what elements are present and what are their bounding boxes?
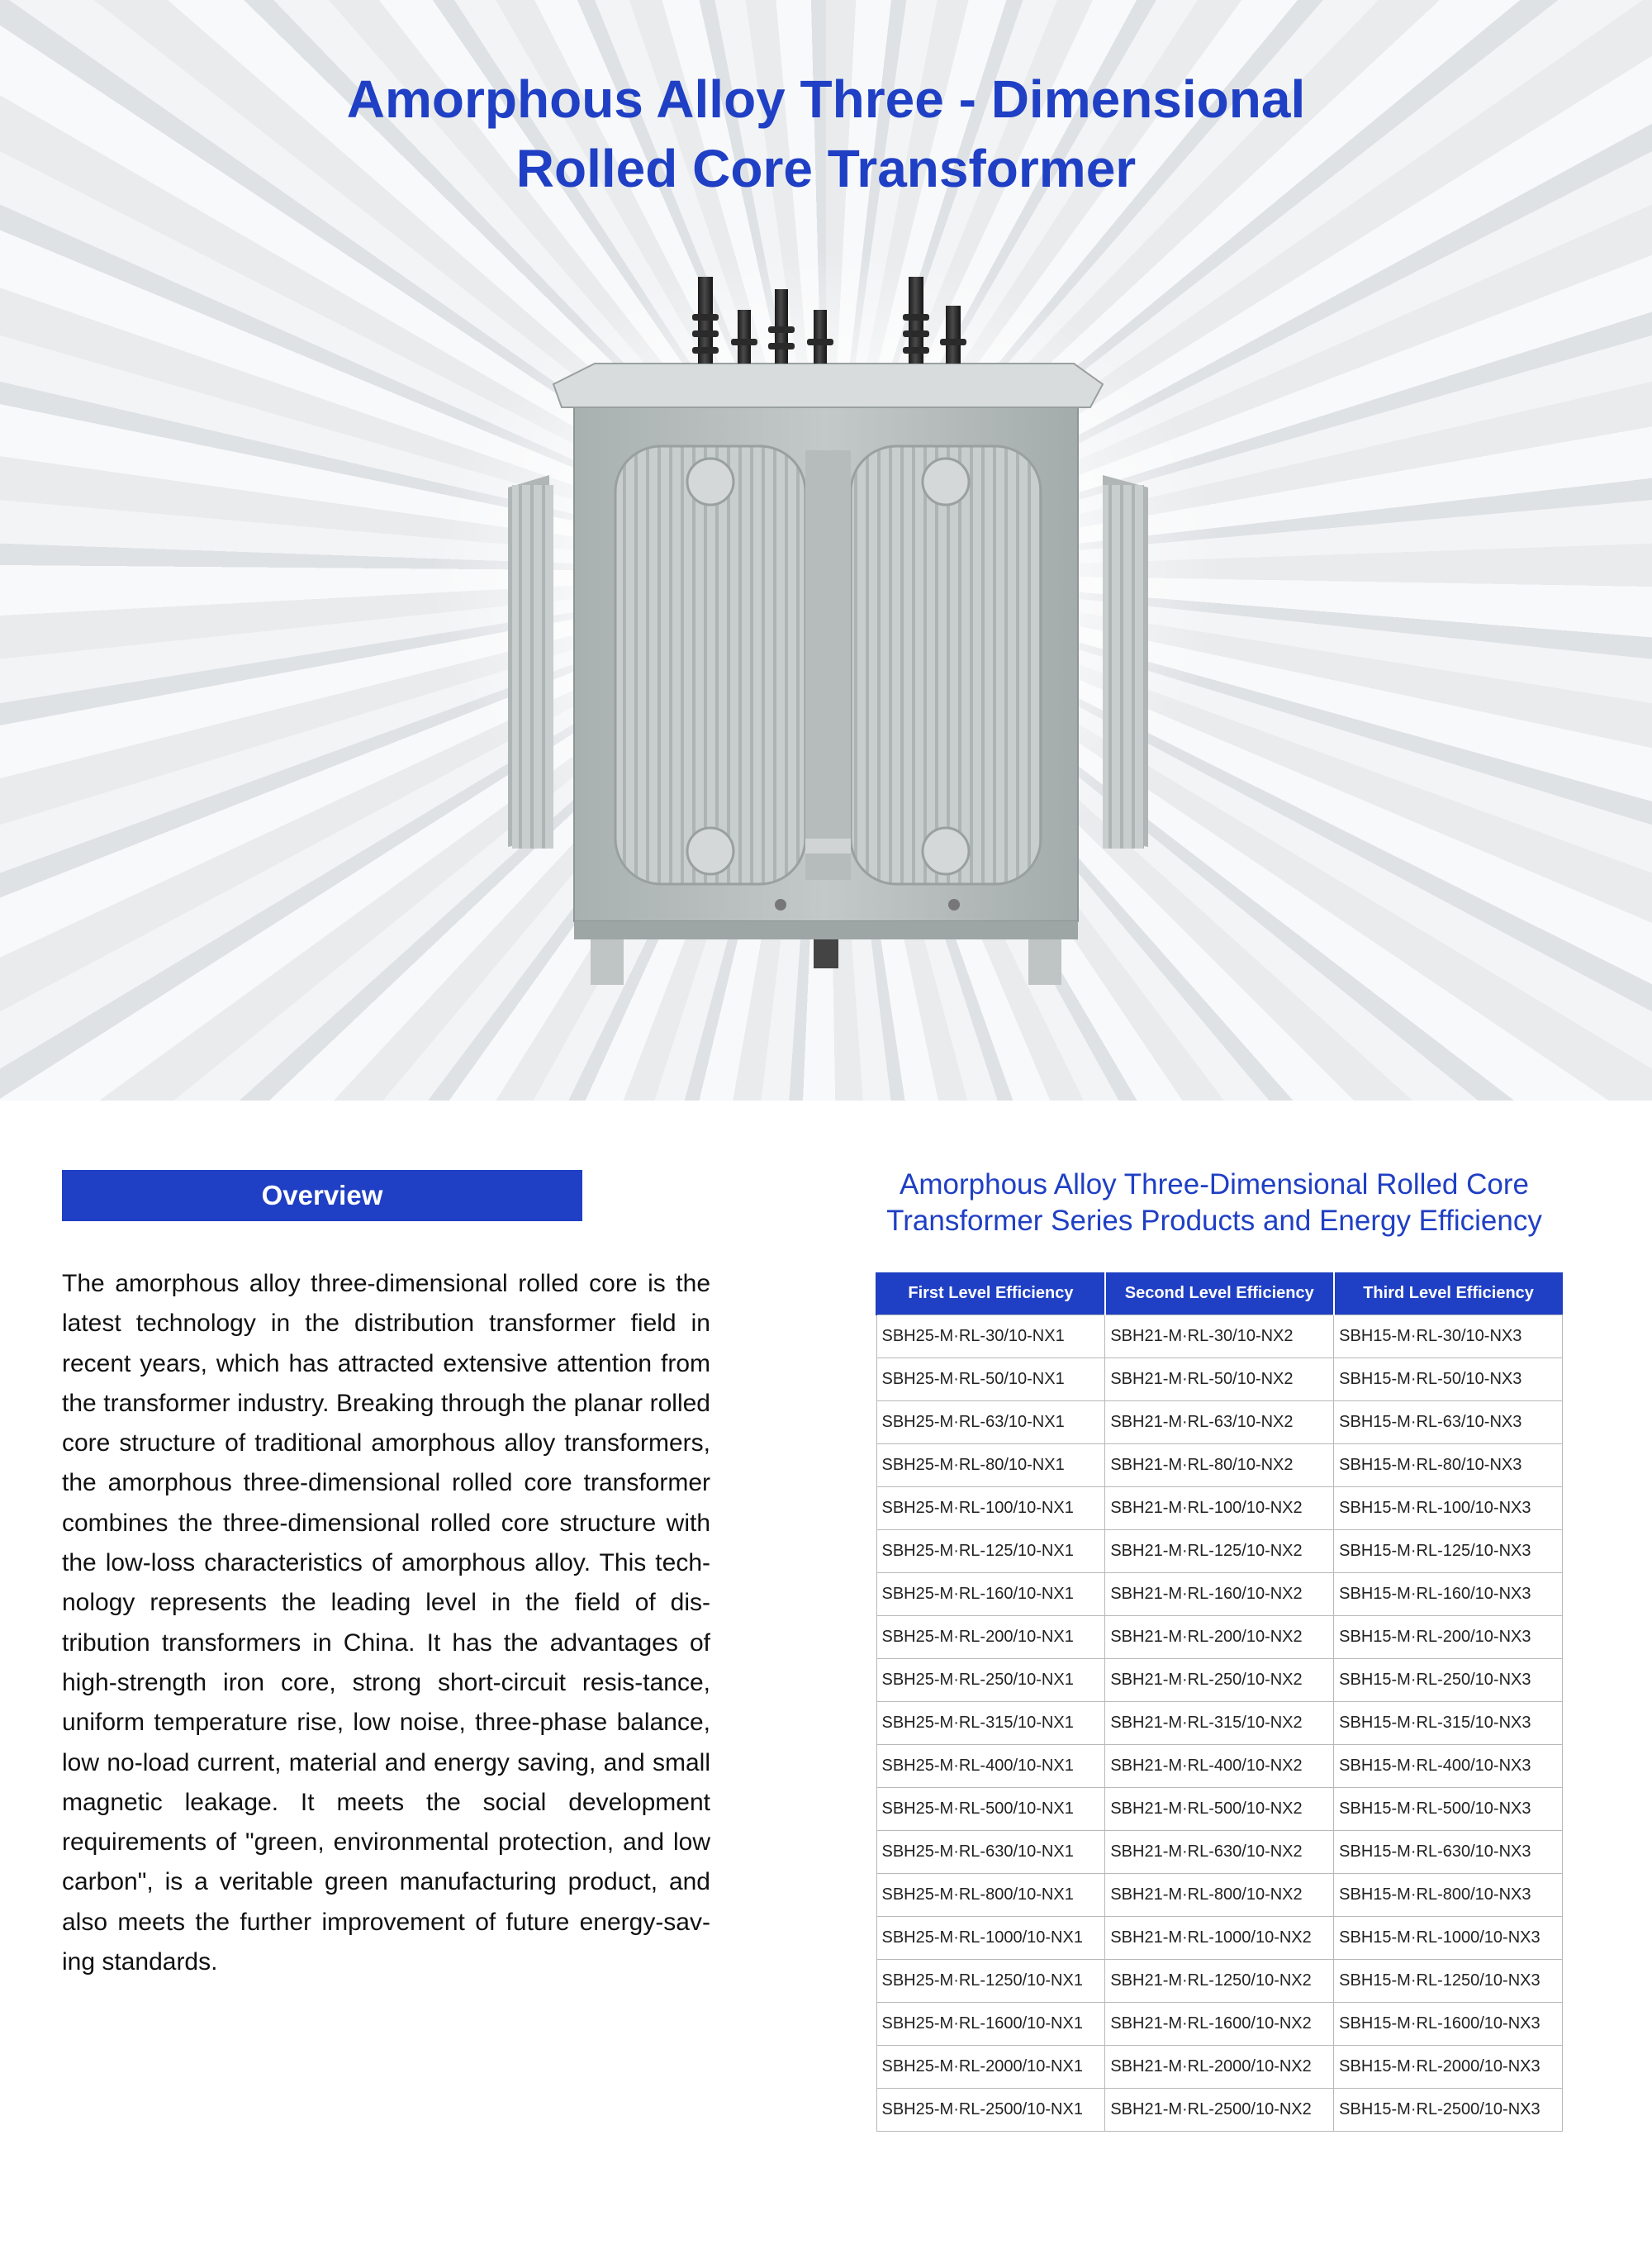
table-cell: SBH25-M·RL-160/10-NX1 [876, 1573, 1105, 1616]
table-cell: SBH15-M·RL-2000/10-NX3 [1334, 2046, 1563, 2089]
transformer-image [496, 269, 1156, 1012]
table-cell: SBH21-M·RL-2500/10-NX2 [1105, 2089, 1334, 2132]
table-cell: SBH21-M·RL-30/10-NX2 [1105, 1315, 1334, 1358]
table-row [876, 1487, 1563, 1530]
table-row [876, 2046, 1563, 2089]
table-cell: SBH21-M·RL-63/10-NX2 [1105, 1401, 1334, 1444]
table-row [876, 1659, 1563, 1702]
table-cell: SBH25-M·RL-200/10-NX1 [876, 1616, 1105, 1659]
table-row [876, 1874, 1563, 1917]
table-cell: SBH15-M·RL-315/10-NX3 [1334, 1702, 1563, 1745]
table-cell: SBH21-M·RL-1250/10-NX2 [1105, 1960, 1334, 2003]
table-row [876, 2089, 1563, 2132]
table-cell: SBH25-M·RL-80/10-NX1 [876, 1444, 1105, 1487]
table-cell: SBH25-M·RL-800/10-NX1 [876, 1874, 1105, 1917]
header-third-level: Third Level Efficiency [1334, 1272, 1563, 1315]
table-row [876, 1444, 1563, 1487]
table-cell: SBH15-M·RL-30/10-NX3 [1334, 1315, 1563, 1358]
table-row [876, 1530, 1563, 1573]
table-cell: SBH21-M·RL-80/10-NX2 [1105, 1444, 1334, 1487]
table-cell: SBH15-M·RL-1000/10-NX3 [1334, 1917, 1563, 1960]
table-cell: SBH15-M·RL-80/10-NX3 [1334, 1444, 1563, 1487]
table-cell: SBH15-M·RL-630/10-NX3 [1334, 1831, 1563, 1874]
table-cell: SBH25-M·RL-630/10-NX1 [876, 1831, 1105, 1874]
table-cell: SBH21-M·RL-500/10-NX2 [1105, 1788, 1334, 1831]
table-cell: SBH25-M·RL-50/10-NX1 [876, 1358, 1105, 1401]
table-cell: SBH25-M·RL-30/10-NX1 [876, 1315, 1105, 1358]
table-cell: SBH25-M·RL-2500/10-NX1 [876, 2089, 1105, 2132]
table-row [876, 1917, 1563, 1960]
table-row [876, 1573, 1563, 1616]
table-cell: SBH25-M·RL-400/10-NX1 [876, 1745, 1105, 1788]
table-cell: SBH25-M·RL-2000/10-NX1 [876, 2046, 1105, 2089]
table-cell: SBH25-M·RL-1000/10-NX1 [876, 1917, 1105, 1960]
table-cell: SBH21-M·RL-250/10-NX2 [1105, 1659, 1334, 1702]
table-cell: SBH15-M·RL-63/10-NX3 [1334, 1401, 1563, 1444]
table-row [876, 2003, 1563, 2046]
table-cell: SBH21-M·RL-50/10-NX2 [1105, 1358, 1334, 1401]
table-cell: SBH21-M·RL-2000/10-NX2 [1105, 2046, 1334, 2089]
table-cell: SBH21-M·RL-400/10-NX2 [1105, 1745, 1334, 1788]
series-title-line-2: Transformer Series Products and Energy Efficiency [886, 1205, 1542, 1237]
table-cell: SBH15-M·RL-800/10-NX3 [1334, 1874, 1563, 1917]
efficiency-table [876, 1272, 1563, 2132]
table-row [876, 1745, 1563, 1788]
table-cell: SBH15-M·RL-200/10-NX3 [1334, 1616, 1563, 1659]
table-cell: SBH15-M·RL-100/10-NX3 [1334, 1487, 1563, 1530]
table-cell: SBH15-M·RL-1600/10-NX3 [1334, 2003, 1563, 2046]
table-row [876, 1831, 1563, 1874]
table-cell: SBH15-M·RL-160/10-NX3 [1334, 1573, 1563, 1616]
overview-heading: Overview [62, 1170, 582, 1221]
table-cell: SBH15-M·RL-250/10-NX3 [1334, 1659, 1563, 1702]
table-row [876, 1358, 1563, 1401]
table-cell: SBH15-M·RL-400/10-NX3 [1334, 1745, 1563, 1788]
table-cell: SBH21-M·RL-200/10-NX2 [1105, 1616, 1334, 1659]
table-cell: SBH21-M·RL-100/10-NX2 [1105, 1487, 1334, 1530]
table-cell: SBH15-M·RL-125/10-NX3 [1334, 1530, 1563, 1573]
page-title [0, 64, 1652, 203]
table-cell: SBH25-M·RL-315/10-NX1 [876, 1702, 1105, 1745]
table-cell: SBH25-M·RL-125/10-NX1 [876, 1530, 1105, 1573]
table-cell: SBH25-M·RL-100/10-NX1 [876, 1487, 1105, 1530]
table-cell: SBH21-M·RL-630/10-NX2 [1105, 1831, 1334, 1874]
table-cell: SBH21-M·RL-800/10-NX2 [1105, 1874, 1334, 1917]
table-row [876, 1788, 1563, 1831]
table-row [876, 1315, 1563, 1358]
table-row [876, 1960, 1563, 2003]
table-cell: SBH25-M·RL-63/10-NX1 [876, 1401, 1105, 1444]
header-first-level: First Level Efficiency [876, 1272, 1105, 1315]
table-header-row [876, 1272, 1563, 1315]
series-title-line-1: Amorphous Alloy Three-Dimensional Rolled Core [900, 1168, 1529, 1201]
page-title-line-2: Rolled Core Transformer [515, 139, 1137, 198]
table-cell: SBH21-M·RL-1600/10-NX2 [1105, 2003, 1334, 2046]
table-cell: SBH25-M·RL-1250/10-NX1 [876, 1960, 1105, 2003]
table-cell: SBH21-M·RL-160/10-NX2 [1105, 1573, 1334, 1616]
series-title [843, 1167, 1586, 1239]
hero-banner [0, 0, 1652, 1101]
table-cell: SBH21-M·RL-1000/10-NX2 [1105, 1917, 1334, 1960]
table-row [876, 1616, 1563, 1659]
table-cell: SBH15-M·RL-2500/10-NX3 [1334, 2089, 1563, 2132]
overview-body: The amorphous alloy three-dimensional rolled core is the latest technology in the distribution transformer field in recent years, which has attracted extensive attention from the transformer industry. Breaking through the planar rolled core structure of traditional amorphous alloy transformers, the amorphous three-dimensional rolled core transformer combines the three-dimensional rolled core structure with the low-loss characteristics of amorphous alloy. This tech-nology represents the leading level in the field of dis-tribution transformers in China. It has the advantages of high-strength iron core, strong short-circuit resis-tance, uniform temperature rise, low noise, three-phase balance, low no-load current, material and energy saving, and small magnetic leakage. It meets the social development requirements of "green, environmental protection, and low carbon", is a veritable green manufacturing product, and also meets the further improvement of future energy-sav-ing standards. [62, 1270, 710, 1976]
table-cell: SBH25-M·RL-1600/10-NX1 [876, 2003, 1105, 2046]
header-second-level: Second Level Efficiency [1105, 1272, 1334, 1315]
table-cell: SBH21-M·RL-315/10-NX2 [1105, 1702, 1334, 1745]
table-row [876, 1702, 1563, 1745]
page-title-line-1: Amorphous Alloy Three - Dimensional [346, 69, 1306, 129]
table-cell: SBH25-M·RL-250/10-NX1 [876, 1659, 1105, 1702]
table-cell: SBH15-M·RL-50/10-NX3 [1334, 1358, 1563, 1401]
table-cell: SBH15-M·RL-1250/10-NX3 [1334, 1960, 1563, 2003]
table-row [876, 1401, 1563, 1444]
table-cell: SBH15-M·RL-500/10-NX3 [1334, 1788, 1563, 1831]
table-cell: SBH25-M·RL-500/10-NX1 [876, 1788, 1105, 1831]
table-cell: SBH21-M·RL-125/10-NX2 [1105, 1530, 1334, 1573]
